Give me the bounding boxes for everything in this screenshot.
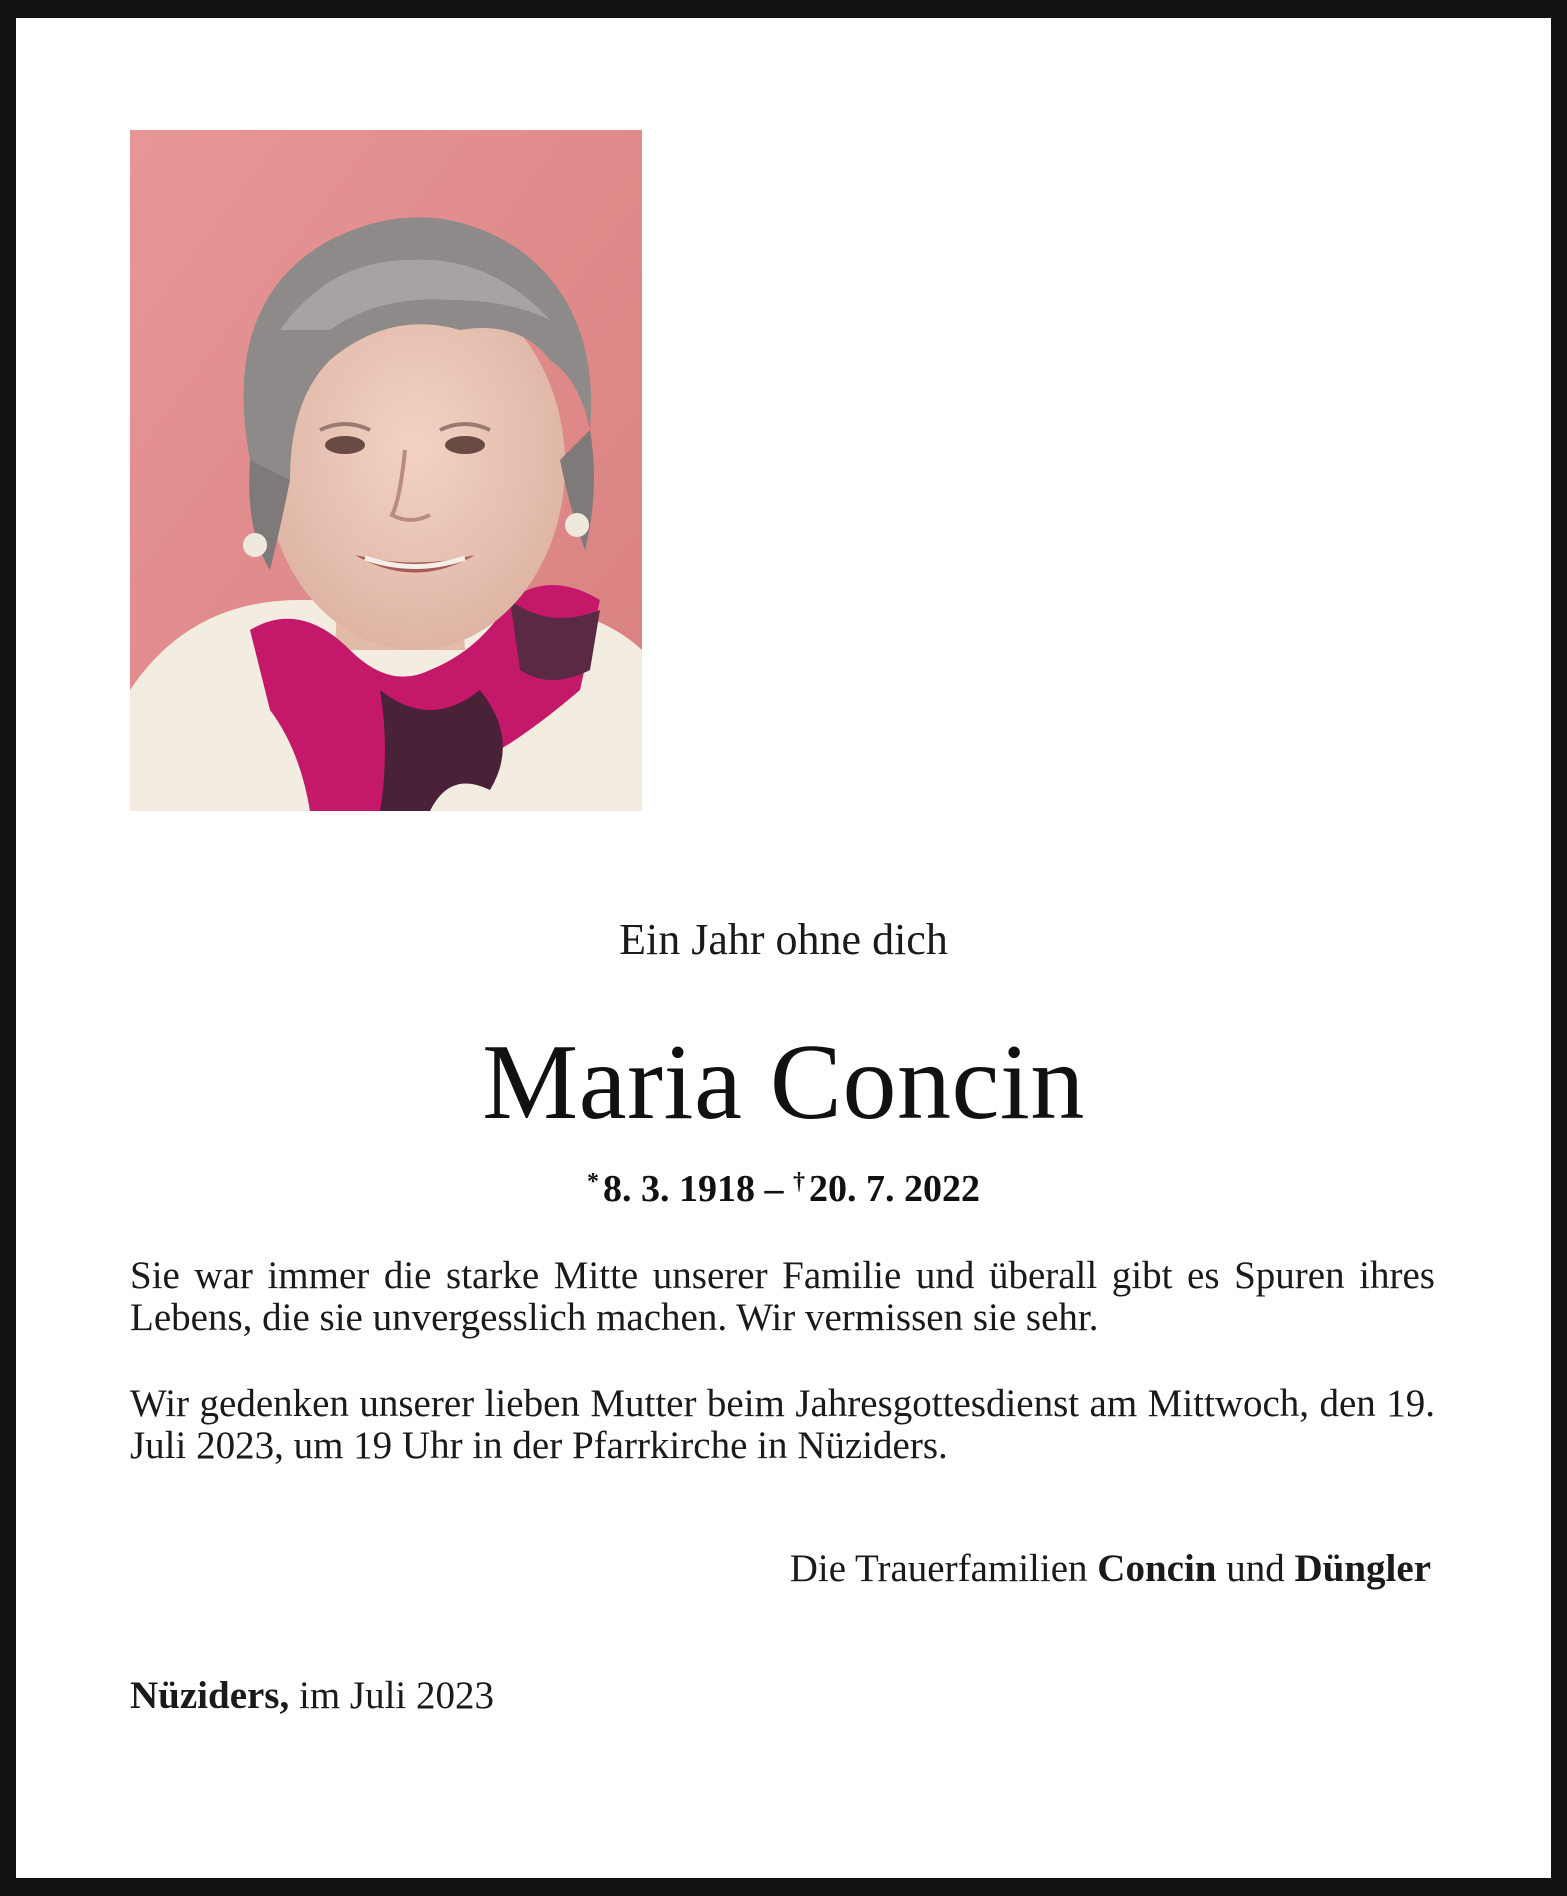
family-name-1: Concin <box>1097 1547 1217 1590</box>
birth-symbol: * <box>587 1169 599 1195</box>
life-dates <box>0 1160 1567 1211</box>
service-paragraph: Wir gedenken unserer lieben Mutter beim Jahresgottesdienst am Mittwoch, den 19. Juli 2023, um 19 Uhr in der Pfarrkirche in Nüziders. <box>130 1382 1435 1467</box>
family-name-2: Düngler <box>1294 1547 1431 1590</box>
tribute-paragraph: Sie war immer die starke Mitte unserer Familie und überall gibt es Spuren ihres Lebens, die sie unvergesslich machen. Wir vermissen sie sehr. <box>130 1254 1435 1339</box>
portrait-illustration <box>130 130 642 811</box>
birth-date: 8. 3. 1918 <box>603 1168 755 1210</box>
signature-conjunction: und <box>1216 1547 1295 1590</box>
place-date: im Juli 2023 <box>289 1674 495 1717</box>
death-date: 20. 7. 2022 <box>809 1168 980 1210</box>
date-separator: – <box>755 1168 793 1210</box>
deceased-name: Maria Concin <box>482 1023 1085 1142</box>
death-symbol: † <box>793 1169 805 1195</box>
family-signature <box>790 1546 1431 1592</box>
intro-line: Ein Jahr ohne dich <box>619 915 948 964</box>
place-town: Nüziders, <box>130 1674 290 1717</box>
place-and-date <box>130 1673 494 1719</box>
portrait-photo <box>130 130 642 811</box>
signature-prefix: Die Trauerfamilien <box>789 1547 1098 1590</box>
